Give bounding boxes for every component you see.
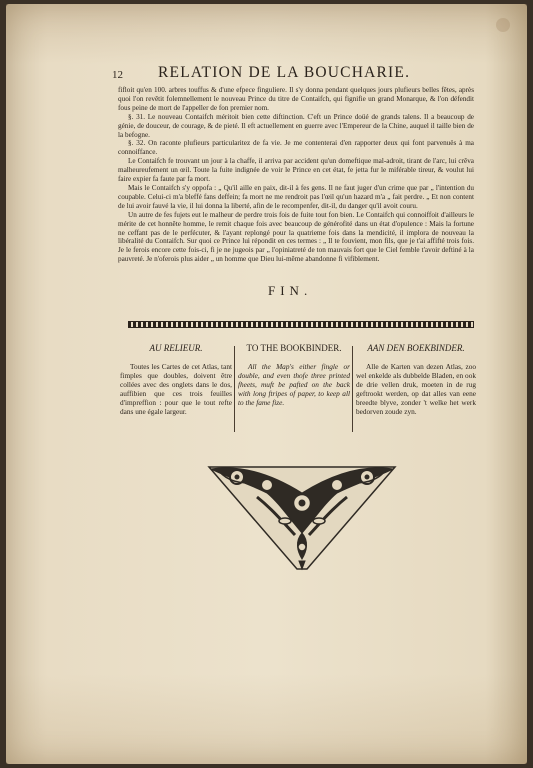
body-text: [118, 86, 474, 264]
notice-english: [238, 344, 350, 407]
body-paragraph: Le Contaifch fe trouvant un jour à la chaffe, il arriva par accident qu'un domeftique mal-adroit, tirant de l'arc, lui crêva malheureufement un œil. Toute la fuite indignée de voir le Prince en cet état, fe jetta fur le miférable tireur, & voulut lui faire expier fa faute par fa mort.: [118, 157, 474, 184]
paper-stain-bottom: [6, 674, 527, 764]
fin-text: FIN.: [268, 283, 313, 298]
column-divider: [352, 346, 353, 432]
page-number: 12: [112, 69, 123, 81]
page-title: RELATION DE LA BOUCHARIE.: [158, 64, 411, 81]
body-paragraph: §. 31. Le nouveau Contaifch méritoit bien cette diftinction. C'eft un Prince doüé de grands talens. Il a beaucoup de génie, de douceur, de courage, & de pieté. Il eft actuellement en guerre avec l'Empereur de la Chine, auquel il taille bien de la befogne.: [118, 112, 474, 139]
body-paragraph: Un autre de fes fujets eut le malheur de perdre trois fois de fuite tout fon bien. Le Contaifch qui connoiffoit d'ailleurs le mérite de cet honnête homme, le remit chaque fois avec beaucoup de générofité dans un état d'opulence : Mais la fortune ne ceffant pas de le perfécuter, & l'ayant replongé pour la quatrieme fois dans la mendicité, il implora de nouveau la libéralité du Contaifch. Sur quoi ce Prince lui répondit en ces termes : „ Il te fouvient, mon fils, que je t'ai affifté trois fois. Je le ferois encore cette fois-ci, fi je ne jugeois par „ l'opiniatreté de ton mauvais fort que le Ciel femble t'avoir deftiné à la pauvreté. Je n'oferois plus aider „ un homme que Dieu lui-même abandonne fi vifiblement.: [118, 210, 474, 264]
body-paragraph: fifloit qu'en 100. arbres touffus & d'une efpece finguliere. Il s'y donna pendant quelques jours plufieurs belles fêtes, après quoi l'on revêtit folemnellement le nouveau Prince du titre de Contaifch, qui fignifie un grand Monarque, & l'on défendit fous peine de mort de l'appeller de fon premier nom.: [118, 86, 474, 112]
notice-text: All the Map's either fingle or double, and even thofe three printed fheets, muft be pafted on the back with long ftripes of paper, to keep all to the fame fize.: [238, 362, 350, 407]
notice-text: Toutes les Cartes de cet Atlas, tant fimples que doubles, doivent être collées avec des onglets dans le dos, auffibien que ces trois feuilles d'impreffion : pour que le tout refte dans une égale largeur.: [120, 362, 232, 416]
notice-heading: AAN DEN BOEKBINDER.: [367, 343, 465, 353]
page-header: [112, 64, 442, 86]
column-divider: [234, 346, 235, 432]
body-paragraph: Mais le Contaifch s'y oppofa : „ Qu'il aille en paix, dit-il à fes gens. Il ne faut juger d'un crime que par „ l'intention du coupable. Celui-ci m'a bleffé fans deffein; fa mort ne me rendroit pas l'œil qu'un hazard m'a „ fait perdre. „ Et non content de lui avoir fauvé la vie, il lui donna la liberté, afin de le recompenfer, dit-il, du danger qu'il avoit couru.: [118, 183, 474, 210]
binder-notices: [120, 344, 476, 434]
notice-heading: AU RELIEUR.: [149, 343, 203, 353]
paper-blemish: [496, 18, 510, 32]
decorative-rule: [128, 321, 474, 328]
notice-heading: TO THE BOOKBINDER.: [246, 343, 342, 353]
floral-tailpiece-ornament: [207, 463, 397, 571]
notice-dutch: [356, 344, 476, 416]
paper-stain-top: [6, 4, 527, 64]
body-paragraph: §. 32. On raconte plufieurs particularitez de fa vie. Je me contenterai d'en rapporter deux qui font parvenuës à ma connoiffance.: [118, 139, 474, 157]
notice-text: Alle de Karten van dezen Atlas, zoo wel enkelde als dubbelde Bladen, en ook de drie vellen druk, moeten in de rug geftrookt werden, op dat alles van eene breedte blyve, zonder 't welke het werk bedorven zoude zyn.: [356, 362, 476, 416]
notice-french: [120, 344, 232, 416]
